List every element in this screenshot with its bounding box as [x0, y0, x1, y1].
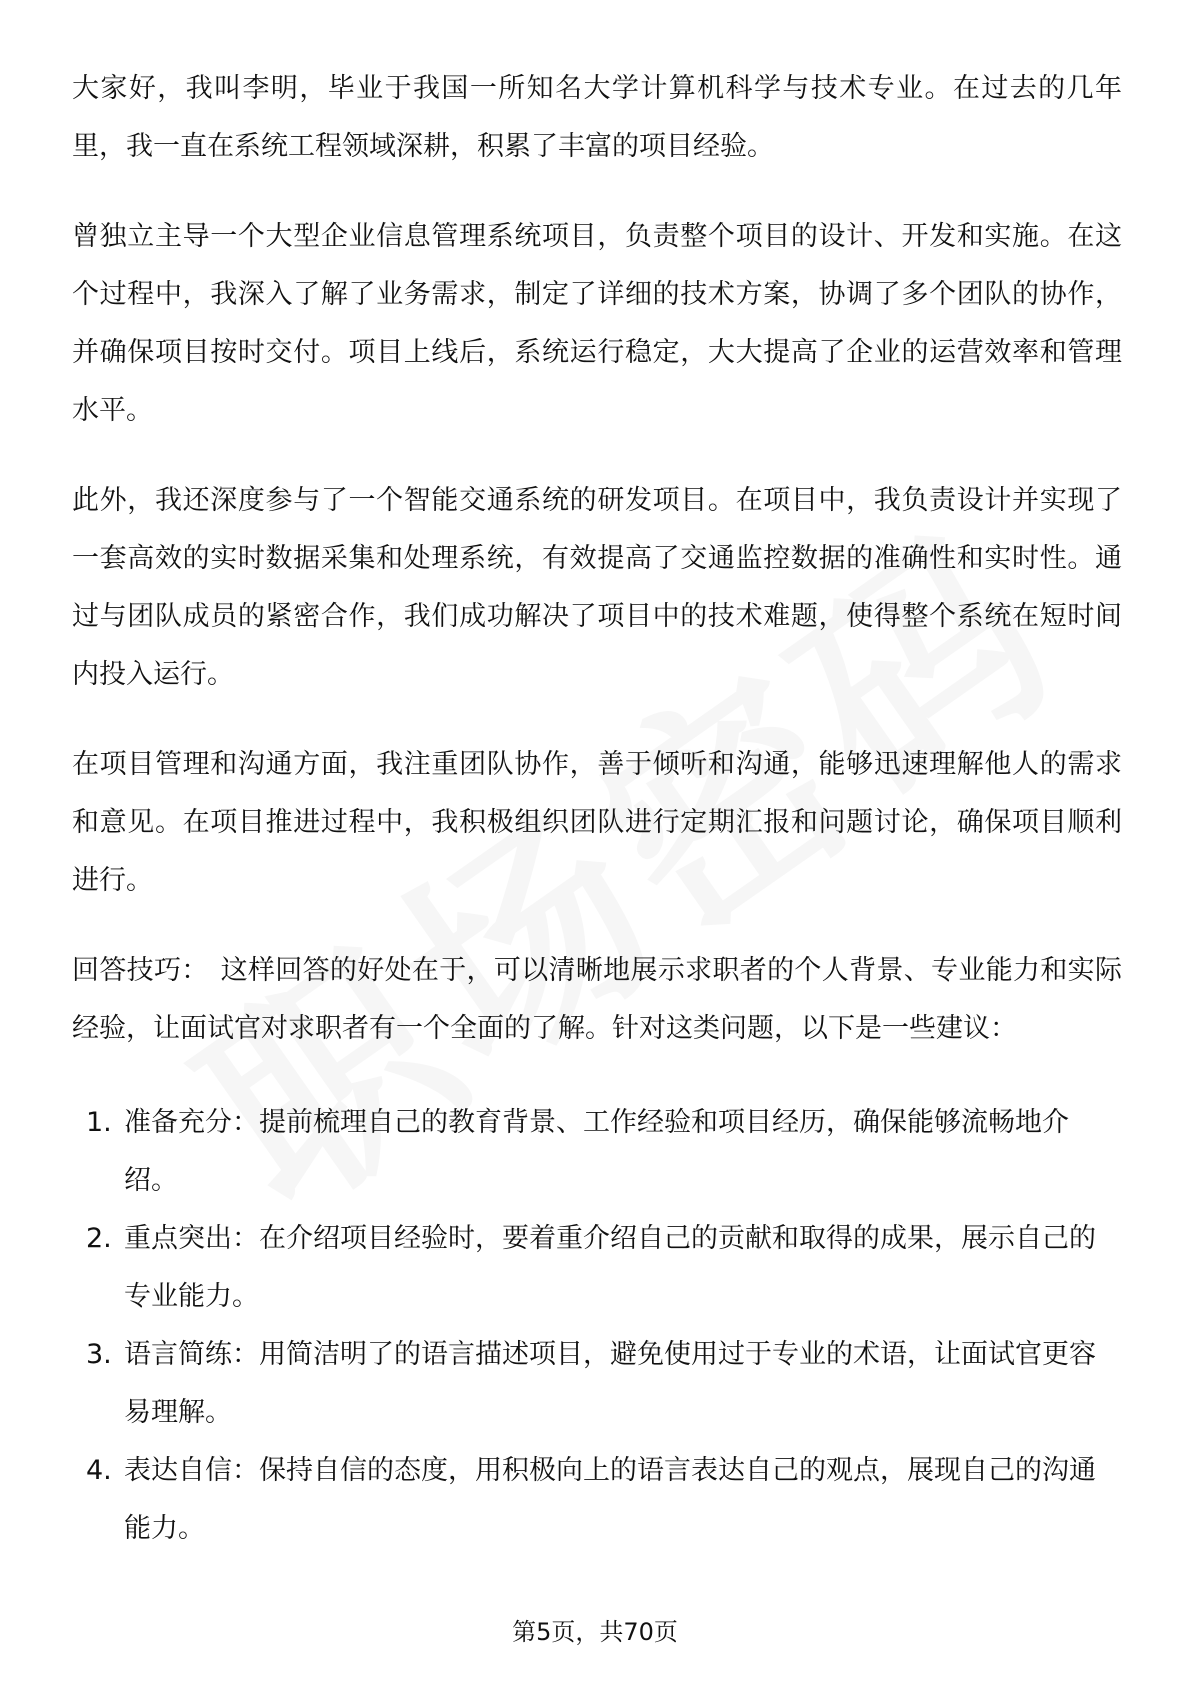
answer-tips-label: 回答技巧： — [72, 955, 209, 986]
list-item-text: 语言简练：用简洁明了的语言描述项目，避免使用过于专业的术语，让面试官更容易理解。 — [124, 1339, 1096, 1428]
list-item-text: 准备充分：提前梳理自己的教育背景、工作经验和项目经历，确保能够流畅地介绍。 — [124, 1107, 1069, 1196]
list-item-number: 4. — [86, 1455, 112, 1486]
document-body — [72, 60, 1122, 1558]
list-item-number: 3. — [86, 1339, 112, 1370]
answer-tips-text: 这样回答的好处在于，可以清晰地展示求职者的个人背景、专业能力和实际经验，让面试官对求职者有一个全面的了解。针对这类问题，以下是一些建议： — [72, 955, 1123, 1044]
answer-tips — [72, 942, 1122, 1058]
paragraph-project-1: 曾独立主导一个大型企业信息管理系统项目，负责整个项目的设计、开发和实施。在这个过程中，我深入了解了业务需求，制定了详细的技术方案，协调了多个团队的协作，并确保项目按时交付。项目上线后，系统运行稳定，大大提高了企业的运营效率和管理水平。 — [72, 221, 1122, 426]
advice-list — [72, 1094, 1122, 1558]
list-item — [72, 1442, 1122, 1558]
paragraph-intro: 大家好，我叫李明，毕业于我国一所知名大学计算机科学与技术专业。在过去的几年里，我一直在系统工程领域深耕，积累了丰富的项目经验。 — [72, 73, 1122, 162]
list-item — [72, 1210, 1122, 1326]
paragraph-management: 在项目管理和沟通方面，我注重团队协作，善于倾听和沟通，能够迅速理解他人的需求和意见。在项目推进过程中，我积极组织团队进行定期汇报和问题讨论，确保项目顺利进行。 — [72, 749, 1122, 896]
paragraph-project-2: 此外，我还深度参与了一个智能交通系统的研发项目。在项目中，我负责设计并实现了一套高效的实时数据采集和处理系统，有效提高了交通监控数据的准确性和实时性。通过与团队成员的紧密合作，我们成功解决了项目中的技术难题，使得整个系统在短时间内投入运行。 — [72, 485, 1122, 690]
list-item-number: 1. — [86, 1107, 112, 1138]
page-number-footer: 第5页，共70页 — [512, 1618, 678, 1646]
list-item-number: 2. — [86, 1223, 112, 1254]
list-item — [72, 1326, 1122, 1442]
list-item-text: 表达自信：保持自信的态度，用积极向上的语言表达自己的观点，展现自己的沟通能力。 — [124, 1455, 1096, 1544]
list-item-text: 重点突出：在介绍项目经验时，要着重介绍自己的贡献和取得的成果，展示自己的专业能力。 — [124, 1223, 1096, 1312]
list-item — [72, 1094, 1122, 1210]
